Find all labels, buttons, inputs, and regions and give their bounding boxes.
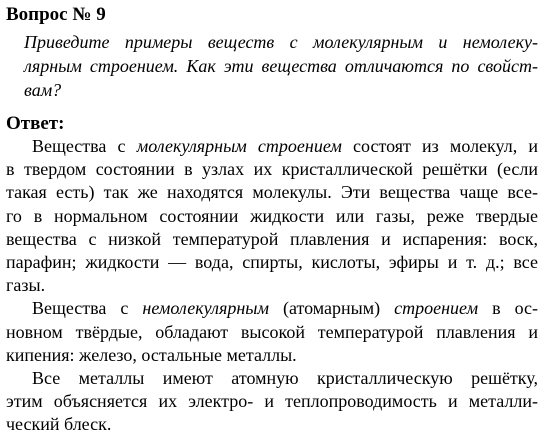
emphasis-text: немолекулярным [142,298,269,319]
text-fragment: (атомарным) [268,298,395,319]
text-fragment: Вещества с [32,298,143,319]
answer-paragraph-metals [6,367,538,437]
paragraph-line: парафин; жидкости — вода, спирты, кислоты, эфиры и т. д.; все [6,252,538,273]
question-line: Приведите примеры веществ с молекулярным и немолеку- [24,32,538,52]
paragraph-line: новном твёрдые, обладают высокой температурой плавления и [6,321,538,342]
paragraph-line: такая есть) так же находятся молекулы. Эти вещества чаще все- [6,182,538,203]
emphasis-text: строением [394,298,479,319]
text-fragment: Вещества с [32,136,137,156]
answer-heading: Ответ: [6,113,65,134]
text-fragment: состоят из молекул, и [341,136,539,156]
paragraph-line: кипения: железо, остальные металлы. [6,344,297,365]
question-line: вам? [24,80,62,100]
answer-paragraph-molecular [6,135,538,297]
paragraph-line: этим объясняется их электро- и теплопроводимость и металли- [6,391,538,412]
question-line: лярным строением. Как эти вещества отличаются по свойст- [24,56,538,76]
text-fragment: в ос- [478,298,539,319]
paragraph-line: го в нормальном состоянии жидкости или газы, реже твердые [6,205,538,226]
question-heading: Вопрос № 9 [6,4,106,25]
paragraph-line: ческий блеск. [6,414,112,435]
paragraph-line: вещества с низкой температурой плавления и испарения: воск, [6,228,538,249]
paragraph-line: газы. [6,275,46,296]
paragraph-line [6,135,538,158]
paragraph-line: Все металлы имеют атомную кристаллическую решётку, [32,368,538,389]
question-text [6,30,538,102]
emphasis-text: молекулярным строением [136,136,342,156]
paragraph-line [6,297,538,320]
answer-paragraph-nonmolecular [6,297,538,367]
paragraph-line: в твердом состоянии в узлах их кристаллической решётки (если [6,159,538,180]
